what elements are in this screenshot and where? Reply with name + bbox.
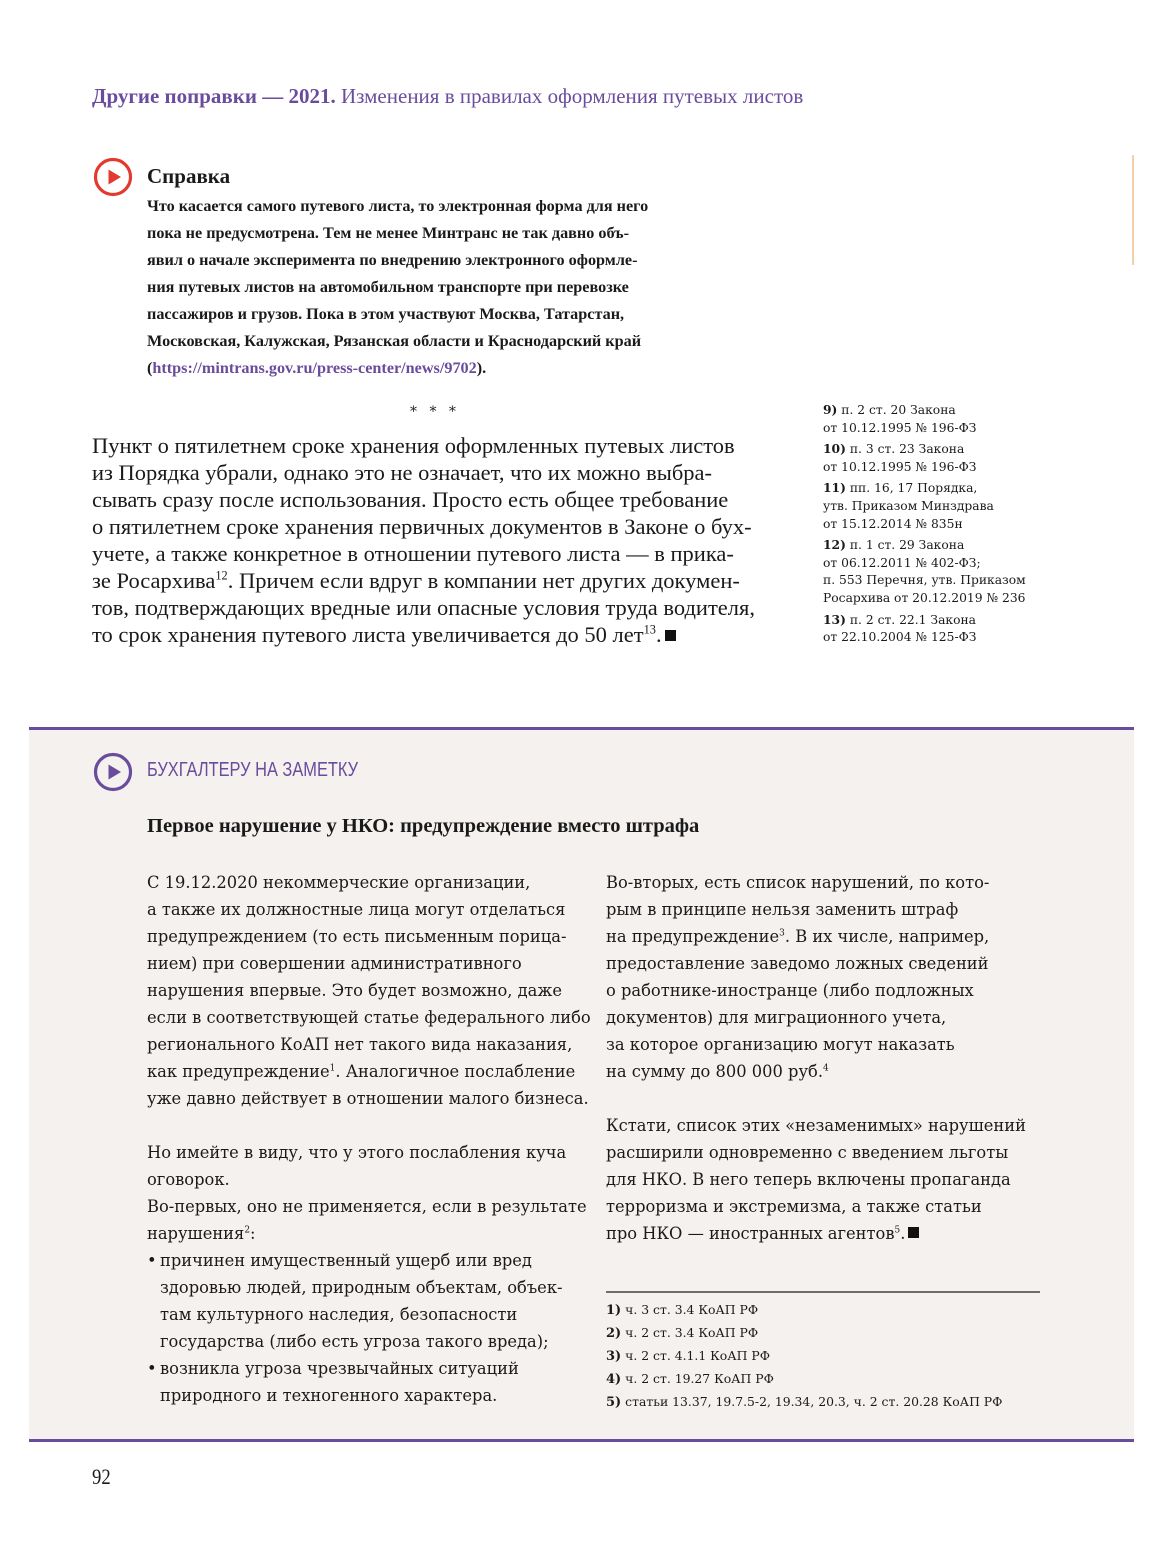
footnote-text: от 15.12.2014 № 835н bbox=[823, 516, 963, 531]
footnote-text: Росархива от 20.12.2019 № 236 bbox=[823, 590, 1026, 605]
footnote-ref-4[interactable]: 4 bbox=[823, 1063, 829, 1074]
section-separator: * * * bbox=[410, 404, 460, 420]
box-right-column bbox=[606, 869, 1046, 1247]
footnote-11 bbox=[823, 479, 1053, 533]
footnote-text: утв. Приказом Минздрава bbox=[823, 498, 994, 513]
footnote-number: 4) bbox=[606, 1372, 622, 1387]
footnote-text: п. 1 ст. 29 Закона bbox=[849, 538, 965, 553]
spravka-line: Что касается самого путевого листа, то электронная форма для него bbox=[147, 197, 649, 215]
text-line: Во-вторых, есть список нарушений, по кото- bbox=[606, 873, 990, 892]
section-title: Другие поправки — 2021. bbox=[92, 84, 336, 108]
text-line: регионального КоАП нет такого вида наказания, bbox=[147, 1035, 573, 1054]
footnote-text: от 10.12.1995 № 196-ФЗ bbox=[823, 420, 977, 435]
paren-open: ( bbox=[147, 359, 153, 377]
running-head bbox=[92, 84, 803, 109]
end-of-article-mark bbox=[665, 630, 676, 641]
footnote-ref-3[interactable]: 3 bbox=[779, 928, 785, 939]
box-footnotes bbox=[606, 1299, 1002, 1414]
text-fragment: . bbox=[900, 1224, 906, 1243]
text-fragment: . Аналогичное послабление bbox=[335, 1062, 576, 1081]
text-line bbox=[147, 1220, 587, 1247]
footnote-10 bbox=[823, 440, 1053, 476]
footnote-text: статьи 13.37, 19.7.5-2, 19.34, 20.3, ч. 2 ст. 20.28 КоАП РФ bbox=[625, 1394, 1003, 1409]
para-line: тов, подтверждающих вредные или опасные условия труда водителя, bbox=[92, 595, 755, 620]
bullet-continuation: государства (либо есть угроза такого вреда); bbox=[160, 1332, 549, 1351]
spravka-line: ния путевых листов на автомобильном транспорте при перевозке bbox=[147, 278, 629, 296]
bullet-continuation: там культурного наследия, безопасности bbox=[160, 1305, 518, 1324]
spravka-line: пока не предусмотрена. Тем не менее Минтранс не так давно объ- bbox=[147, 224, 629, 242]
play-circle-icon bbox=[93, 157, 133, 197]
footnote-text: пп. 16, 17 Порядка, bbox=[849, 481, 978, 496]
paragraph-gap bbox=[606, 1085, 1046, 1112]
footnote-ref-2[interactable]: 2 bbox=[244, 1225, 251, 1236]
spravka-title: Справка bbox=[147, 164, 231, 188]
footnote-4 bbox=[606, 1368, 1002, 1391]
spravka-link-line bbox=[147, 355, 767, 382]
para-line: из Порядка убрали, однако это не означает, что их можно выбра- bbox=[92, 460, 713, 485]
box-label: БУХГАЛТЕРУ НА ЗАМЕТКУ bbox=[147, 759, 359, 781]
box-title: Первое нарушение у НКО: предупреждение вместо штрафа bbox=[147, 815, 700, 837]
text-fragment: про НКО — иностранных агентов bbox=[606, 1224, 895, 1243]
footnote-text: от 06.12.2011 № 402-ФЗ; bbox=[823, 555, 981, 570]
footnotes-divider bbox=[606, 1291, 1040, 1293]
footnote-2 bbox=[606, 1322, 1002, 1345]
text-line: терроризма и экстремизма, а также статьи bbox=[606, 1197, 982, 1216]
footnote-1 bbox=[606, 1299, 1002, 1322]
text-line: оговорок. bbox=[147, 1170, 230, 1189]
footnote-number: 9) bbox=[823, 402, 838, 417]
text-line: уже давно действует в отношении малого бизнеса. bbox=[147, 1089, 589, 1108]
footnote-number: 3) bbox=[606, 1349, 622, 1364]
footnote-ref-5[interactable]: 5 bbox=[894, 1225, 901, 1236]
text-line: Но имейте в виду, что у этого послабления куча bbox=[147, 1143, 567, 1162]
spravka-body bbox=[147, 193, 767, 382]
para-line: сывать сразу после использования. Просто есть общее требование bbox=[92, 487, 729, 512]
bullet-icon: • bbox=[147, 1359, 157, 1378]
section-subtitle: Изменения в правилах оформления путевых листов bbox=[340, 84, 804, 108]
footnote-text: п. 2 ст. 20 Закона bbox=[841, 403, 956, 417]
footnote-text: от 22.10.2004 № 125-ФЗ bbox=[823, 630, 977, 645]
footnote-ref-12[interactable]: 12 bbox=[215, 568, 228, 583]
footnote-9 bbox=[823, 401, 1053, 437]
text-fragment: . Причем если вдруг в компании нет других докумен- bbox=[227, 568, 740, 593]
end-of-article-mark bbox=[908, 1227, 919, 1238]
footnote-number: 2) bbox=[606, 1326, 622, 1341]
bullet-icon: • bbox=[147, 1251, 157, 1270]
main-paragraph bbox=[92, 432, 772, 648]
text-line: нием) при совершении административного bbox=[147, 954, 522, 973]
box-left-column bbox=[147, 869, 591, 1409]
footnote-number: 11) bbox=[823, 480, 846, 496]
mintrans-link[interactable]: https://mintrans.gov.ru/press-center/news/9702 bbox=[152, 359, 477, 377]
footnote-number: 5) bbox=[606, 1395, 622, 1410]
text-fragment: как предупреждение bbox=[147, 1062, 330, 1081]
side-footnotes bbox=[823, 401, 1053, 650]
bullet-item bbox=[147, 1355, 587, 1382]
footnote-3 bbox=[606, 1345, 1002, 1368]
footnote-12 bbox=[823, 536, 1053, 607]
para-line bbox=[92, 567, 772, 594]
text-fragment: на сумму до 800 000 руб. bbox=[606, 1062, 823, 1081]
text-line: для НКО. В него теперь включены пропаганда bbox=[606, 1170, 1011, 1189]
text-line bbox=[606, 1058, 1046, 1085]
footnote-text: п. 2 ст. 22.1 Закона bbox=[849, 612, 977, 627]
text-fragment: возникла угроза чрезвычайных ситуаций bbox=[160, 1359, 519, 1378]
paren-close: ). bbox=[476, 359, 487, 377]
text-line: Кстати, список этих «незаменимых» нарушений bbox=[606, 1116, 1026, 1135]
play-circle-icon bbox=[93, 752, 133, 792]
text-fragment: . В их числе, например, bbox=[784, 927, 990, 946]
spravka-line: Московская, Калужская, Рязанская области и Краснодарский край bbox=[147, 332, 642, 350]
text-fragment: причинен имущественный ущерб или вред bbox=[160, 1251, 532, 1270]
footnote-number: 10) bbox=[823, 441, 846, 457]
text-fragment: . bbox=[655, 622, 662, 647]
text-fragment: нарушения bbox=[147, 1224, 245, 1243]
text-line: за которое организацию могут наказать bbox=[606, 1035, 955, 1054]
text-line: если в соответствующей статье федерального либо bbox=[147, 1008, 591, 1027]
footnote-number: 12) bbox=[823, 537, 846, 553]
para-line: учете, а также конкретное в отношении путевого листа — в прика- bbox=[92, 541, 734, 566]
text-line: а также их должностные лица могут отделаться bbox=[147, 900, 566, 919]
text-line bbox=[147, 1058, 587, 1085]
footnote-13 bbox=[823, 611, 1053, 647]
footnote-ref-1[interactable]: 1 bbox=[329, 1063, 336, 1074]
para-line bbox=[92, 621, 772, 648]
paragraph-gap bbox=[147, 1112, 587, 1139]
page-number: 92 bbox=[92, 1464, 111, 1489]
text-line: предоставление заведомо ложных сведений bbox=[606, 954, 989, 973]
para-line: о пятилетнем сроке хранения первичных документов в Законе о бух- bbox=[92, 514, 752, 539]
text-fragment: на предупреждение bbox=[606, 927, 780, 946]
footnote-text: п. 553 Перечня, утв. Приказом bbox=[823, 573, 1026, 588]
spravka-line: пассажиров и грузов. Пока в этом участвуют Москва, Татарстан, bbox=[147, 305, 625, 323]
bullet-continuation: природного и техногенного характера. bbox=[160, 1386, 498, 1405]
footnote-text: от 10.12.1995 № 196-ФЗ bbox=[823, 459, 977, 474]
text-line: о работнике-иностранце (либо подложных bbox=[606, 981, 974, 1000]
footnote-text: ч. 3 ст. 3.4 КоАП РФ bbox=[625, 1302, 759, 1317]
text-line: С 19.12.2020 некоммерческие организации, bbox=[147, 873, 531, 892]
bullet-continuation: здоровью людей, природным объектам, объек- bbox=[160, 1278, 563, 1297]
footnote-text: ч. 2 ст. 4.1.1 КоАП РФ bbox=[625, 1348, 770, 1363]
footnote-number: 13) bbox=[823, 611, 846, 627]
footnote-text: ч. 2 ст. 3.4 КоАП РФ bbox=[625, 1325, 759, 1340]
text-fragment: : bbox=[250, 1224, 256, 1243]
text-fragment: то срок хранения путевого листа увеличивается до 50 лет bbox=[92, 622, 644, 647]
side-rule-divider bbox=[1132, 155, 1134, 265]
text-line: нарушения впервые. Это будет возможно, даже bbox=[147, 981, 562, 1000]
text-line: документов) для миграционного учета, bbox=[606, 1008, 947, 1027]
footnote-ref-13[interactable]: 13 bbox=[643, 622, 656, 637]
footnote-text: п. 3 ст. 23 Закона bbox=[849, 442, 965, 457]
footnote-text: ч. 2 ст. 19.27 КоАП РФ bbox=[625, 1371, 774, 1386]
text-line: расширили одновременно с введением льготы bbox=[606, 1143, 1009, 1162]
text-fragment: зе Росархива bbox=[92, 568, 216, 593]
text-line: Во-первых, оно не применяется, если в результате bbox=[147, 1197, 587, 1216]
text-line: рым в принципе нельзя заменить штраф bbox=[606, 900, 959, 919]
para-line: Пункт о пятилетнем сроке хранения оформленных путевых листов bbox=[92, 433, 735, 458]
footnote-5 bbox=[606, 1391, 1002, 1414]
bullet-item bbox=[147, 1247, 587, 1274]
footnote-number: 1) bbox=[606, 1303, 622, 1318]
spravka-line: явил о начале эксперимента по внедрению электронного оформле- bbox=[147, 251, 638, 269]
text-line bbox=[606, 923, 1046, 950]
text-line bbox=[606, 1220, 1046, 1247]
text-line: предупреждением (то есть письменным порица- bbox=[147, 927, 567, 946]
